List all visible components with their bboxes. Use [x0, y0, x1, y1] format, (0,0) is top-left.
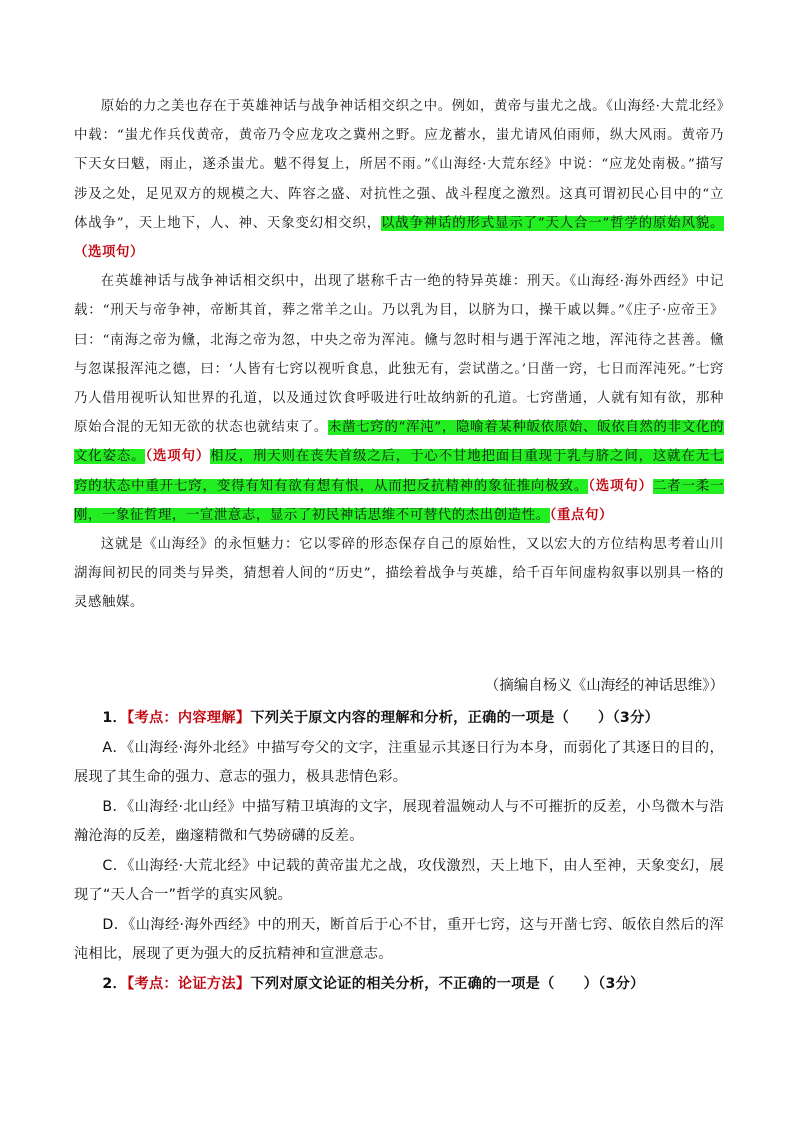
source-citation: （摘编自杨义《山海经的神话思维》） [484, 678, 724, 694]
highlighted-sentence: 未凿七窍的“浑沌”，隐喻着某种皈依原始、皈依自然的非文化的文化姿态。 [74, 420, 724, 465]
reading-passage [74, 92, 724, 618]
option-sentence-tag: （选项句） [145, 448, 211, 465]
questions-section [74, 704, 724, 999]
paragraph-3: 这就是《山海经》的永恒魅力：它以零碎的形态保存自己的原始性，又以宏大的方位结构思考着山川湖海间初民的同类与异类，猜想着人间的“历史”，描绘着战争与英雄，给千百年间虚构叙事以别具一格的灵感触媒。 [74, 537, 724, 611]
option-a: A．《山海经·海外北经》中描写夸父的文字，注重显示其逐日行为本身，而弱化了其逐日的目的，展现了其生命的强力、意志的强力，极具悲情色彩。 [74, 739, 724, 785]
question-number: 1． [102, 710, 128, 726]
option-sentence-tag: （选项句） [74, 244, 144, 261]
key-sentence-tag: （重点句） [549, 506, 613, 523]
paragraph-2-text: 在英雄神话与战争神话相交织中，出现了堪称千古一绝的特异英雄：刑天。《山海经·海外西经》中记载：“刑天与帝争神，帝断其首，葬之常羊之山。乃以乳为目，以脐为口，操干戚以舞。”《庄子·应帝王》曰：“南海之帝为儵，北海之帝为忽，中央之帝为浑沌。儵与忽时相与遇于浑沌之地，浑沌待之甚善。儵与忽谋报浑沌之德，曰：‘人皆有七窍以视听食息，此独无有，尝试凿之。’日凿一窍，七日而浑沌死。”七窍乃人借用视听认知世界的孔道，以及通过饮食呼吸进行吐故纳新的孔道。七窍凿通，人就有知有欲，那种原始合混的无知无欲的状态也就结束了。 [74, 274, 724, 436]
topic-tag: 【考点：论证方法】 [127, 975, 251, 992]
topic-tag: 【考点：内容理解】 [127, 710, 251, 726]
highlighted-sentence: 二者一柔一刚，一象征哲理，一宣泄意志，显示了初民神话思维不可替代的杰出创造性。 [74, 478, 724, 523]
option-b: B．《山海经·北山经》中描写精卫填海的文字，展现着温婉动人与不可摧折的反差，小鸟微木与浩瀚沧海的反差，幽邃精微和气势磅礴的反差。 [74, 798, 724, 844]
question-1 [74, 704, 724, 734]
highlighted-sentence: 相反，刑天则在丧失首级之后，于心不甘地把面目重现于乳与脐之间，这就在无七窍的状态中重开七窍，变得有知有欲有想有恨，从而把反抗精神的象征推向极致。 [74, 449, 724, 494]
option-sentence-tag: （选项句） [588, 477, 653, 494]
paragraph-1 [74, 92, 724, 267]
paragraph-1-text: 原始的力之美也存在于英雄神话与战争神话相交织之中。例如，黄帝与蚩尤之战。《山海经·大荒北经》中载：“蚩尤作兵伐黄帝，黄帝乃令应龙攻之冀州之野。应龙蓄水，蚩尤请风伯雨师，纵大风雨。黄帝乃下天女曰魃，雨止，遂杀蚩尤。魃不得复上，所居不雨。”《山海经·大荒东经》中说：“应龙处南极。”描写涉及之处，足见双方的规模之大、阵容之盛、对抗性之强、战斗程度之激烈。这真可谓初民心目中的“立体战争”，天上地下，人、神、天象变幻相交织， [74, 99, 724, 231]
question-stem: 下列对原文论证的相关分析，不正确的一项是（ ）（3分） [250, 975, 645, 992]
question-2 [74, 970, 724, 1000]
paragraph-2 [74, 267, 724, 530]
question-stem: 下列关于原文内容的理解和分析，正确的一项是（ ）（3分） [250, 710, 660, 726]
question-number: 2． [102, 975, 128, 992]
highlighted-sentence: 以战争神话的形式显示了“天人合一”哲学的原始风貌。 [381, 215, 724, 231]
option-d: D．《山海经·海外西经》中的刑天，断首后于心不甘，重开七窍，这与开凿七窍、皈依自然后的浑沌相比，展现了更为强大的反抗精神和宣泄意志。 [74, 916, 724, 962]
option-c: C．《山海经·大荒北经》中记载的黄帝蚩尤之战，攻伐激烈，天上地下，由人至神，天象变幻，展现了“天人合一”哲学的真实风貌。 [74, 857, 724, 903]
